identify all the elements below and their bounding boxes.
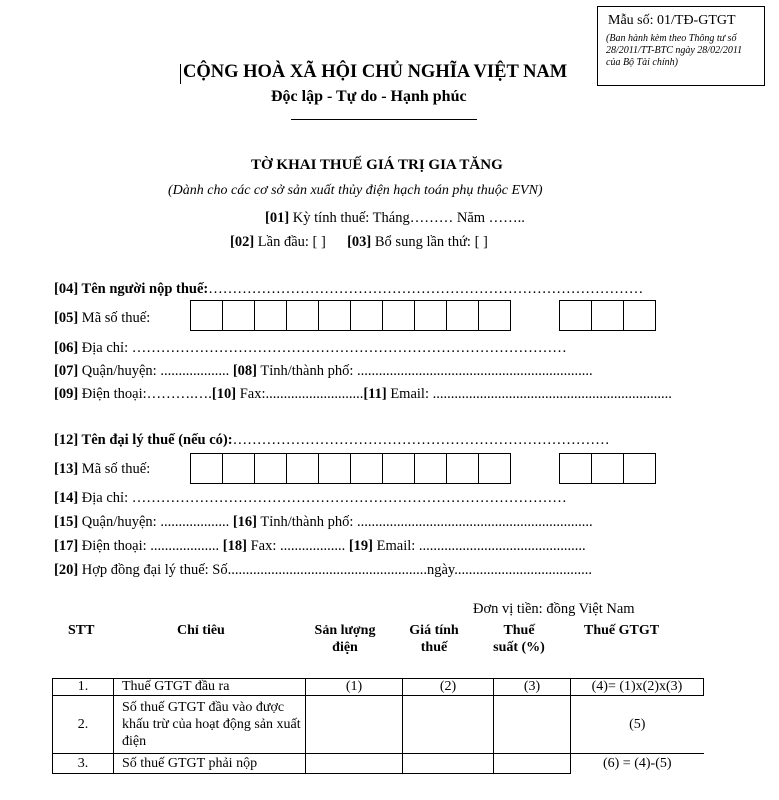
- header-vat: Thuế GTGT: [584, 623, 660, 638]
- taxpayer-fax-field[interactable]: Fax:...........................: [236, 386, 364, 402]
- row-col1[interactable]: [306, 754, 403, 774]
- first-text[interactable]: Lần đầu: [ ]: [254, 234, 326, 250]
- agent-contact-line: [54, 538, 586, 555]
- row-col3: (3): [494, 679, 571, 696]
- agent-tin-code: [13]: [54, 461, 79, 477]
- row-col2[interactable]: [403, 754, 494, 774]
- tin-digit-box[interactable]: [254, 453, 287, 484]
- tin-digit-box[interactable]: [286, 453, 319, 484]
- form-note: (Ban hành kèm theo Thông tư số 28/2011/TT-BTC ngày 28/02/2011 của Bộ Tài chính): [606, 33, 743, 68]
- agent-address-line: [54, 490, 567, 507]
- taxpayer-fax-code: [10]: [211, 386, 237, 402]
- tin-digit-box[interactable]: [350, 300, 383, 331]
- row-label: Thuế GTGT đầu ra: [114, 679, 306, 696]
- currency-unit: Đơn vị tiền: đồng Việt Nam: [473, 601, 635, 617]
- agent-fax-field[interactable]: Fax: ..................: [246, 538, 346, 554]
- taxpayer-phone-code: [09]: [54, 386, 79, 402]
- tin-digit-box[interactable]: [318, 453, 351, 484]
- row-stt: 1.: [53, 679, 114, 696]
- taxpayer-contact-line: [54, 386, 672, 403]
- row-col1: (1): [306, 679, 403, 696]
- taxpayer-province-code: [08]: [232, 363, 257, 379]
- tin-digit-box[interactable]: [591, 453, 624, 484]
- agent-district-field[interactable]: Quận/huyện: ...................: [78, 514, 230, 530]
- tin-digit-box[interactable]: [190, 300, 223, 331]
- header-indicator: Chỉ tiêu: [177, 623, 225, 638]
- agent-fax-code: [18]: [222, 538, 247, 554]
- taxpayer-province-field[interactable]: Tỉnh/thành phố: .................................................................: [257, 363, 593, 379]
- agent-province-field[interactable]: Tỉnh/thành phố: .................................................................: [257, 514, 593, 530]
- row-col3[interactable]: [494, 696, 571, 754]
- taxpayer-address-field[interactable]: Địa chỉ: ………………………………………………………………………………: [78, 340, 567, 356]
- agent-address-field[interactable]: Địa chỉ: ………………………………………………………………………………: [78, 490, 567, 506]
- taxpayer-district-code: [07]: [54, 363, 79, 379]
- table-row: [53, 679, 704, 696]
- agent-address-code: [14]: [54, 490, 79, 506]
- agent-contract-line: [54, 562, 592, 579]
- agent-tin-boxes-main[interactable]: [190, 453, 511, 484]
- taxpayer-district-field[interactable]: Quận/huyện: ...................: [78, 363, 230, 379]
- table-row: [53, 754, 704, 774]
- form-number: Mẫu số: 01/TĐ-GTGT: [608, 13, 736, 28]
- tin-digit-box[interactable]: [559, 453, 592, 484]
- agent-tin-line: [54, 461, 150, 478]
- header-stt: STT: [68, 623, 95, 638]
- agent-phone-code: [17]: [54, 538, 79, 554]
- row-col3[interactable]: [494, 754, 571, 774]
- tin-digit-box[interactable]: [559, 300, 592, 331]
- tin-digit-box[interactable]: [478, 453, 511, 484]
- agent-contract-code: [20]: [54, 562, 79, 578]
- tin-digit-box[interactable]: [623, 453, 656, 484]
- period-code: [01]: [265, 210, 290, 226]
- header-volume: Sản lượng điện: [314, 623, 376, 655]
- taxpayer-tin-boxes-branch[interactable]: [559, 300, 656, 331]
- header-rate: Thuế suất (%): [493, 623, 545, 655]
- vat-table: [52, 678, 704, 774]
- row-label: Số thuế GTGT đầu vào được khấu trừ của hoạt động sản xuất điện: [114, 696, 306, 754]
- tin-digit-box[interactable]: [414, 453, 447, 484]
- taxpayer-tin-line: [54, 310, 150, 327]
- declaration-type-line: [230, 234, 488, 251]
- supp-text[interactable]: Bổ sung lần thứ: [ ]: [371, 234, 488, 250]
- row-label: Số thuế GTGT phải nộp: [114, 754, 306, 774]
- taxpayer-email-code: [11]: [363, 386, 387, 402]
- taxpayer-name-line: [54, 281, 643, 298]
- country-heading: CỘNG HOÀ XÃ HỘI CHỦ NGHĨA VIỆT NAM: [183, 62, 568, 82]
- taxpayer-name-label: [04] Tên người nộp thuế:: [54, 281, 209, 297]
- row-stt: 3.: [53, 754, 114, 774]
- taxpayer-tin-label: Mã số thuế:: [78, 310, 151, 326]
- agent-name-field[interactable]: ……………………………………………………………………: [232, 432, 610, 448]
- taxpayer-address-code: [06]: [54, 340, 79, 356]
- period-line: [265, 210, 525, 227]
- agent-name-line: [54, 432, 610, 449]
- agent-name-label: [12] Tên đại lý thuế (nếu có):: [54, 432, 233, 448]
- taxpayer-address-line: [54, 340, 567, 357]
- tin-digit-box[interactable]: [446, 300, 479, 331]
- form-number-box: [597, 6, 765, 86]
- agent-phone-field[interactable]: Điện thoại: ...................: [78, 538, 220, 554]
- tin-digit-box[interactable]: [382, 453, 415, 484]
- agent-tin-label: Mã số thuế:: [78, 461, 151, 477]
- tin-digit-box[interactable]: [382, 300, 415, 331]
- tin-digit-box[interactable]: [414, 300, 447, 331]
- header-price: Giá tính thuế: [409, 623, 459, 655]
- agent-district-code: [15]: [54, 514, 79, 530]
- tin-digit-box[interactable]: [190, 453, 223, 484]
- taxpayer-tin-code: [05]: [54, 310, 79, 326]
- tin-digit-box[interactable]: [286, 300, 319, 331]
- tin-digit-box[interactable]: [222, 300, 255, 331]
- row-col4: (4)= (1)x(2)x(3): [571, 679, 704, 696]
- heading-rule: [291, 119, 477, 120]
- taxpayer-phone-field[interactable]: Điện thoại:……….….: [78, 386, 212, 402]
- agent-contract-field[interactable]: Hợp đồng đại lý thuế: Số.......................................................ngày......................................: [78, 562, 592, 578]
- tin-digit-box[interactable]: [222, 453, 255, 484]
- taxpayer-email-field[interactable]: Email: ..................................................................: [386, 386, 672, 402]
- row-col1[interactable]: [306, 696, 403, 754]
- tin-digit-box[interactable]: [350, 453, 383, 484]
- row-col2[interactable]: [403, 696, 494, 754]
- taxpayer-district-line: [54, 363, 593, 380]
- period-text: Kỳ tính thuế: Tháng……… Năm ……..: [289, 210, 525, 226]
- supp-code: [03]: [347, 234, 372, 250]
- tin-digit-box[interactable]: [318, 300, 351, 331]
- agent-province-code: [16]: [232, 514, 257, 530]
- motto: Độc lập - Tự do - Hạnh phúc: [271, 88, 467, 105]
- tin-digit-box[interactable]: [591, 300, 624, 331]
- row-stt: 2.: [53, 696, 114, 754]
- tin-digit-box[interactable]: [254, 300, 287, 331]
- agent-email-field[interactable]: Email: ..............................................: [373, 538, 586, 554]
- row-col4: (5): [571, 696, 704, 754]
- doc-title: TỜ KHAI THUẾ GIÁ TRỊ GIA TĂNG: [251, 157, 503, 173]
- row-col4: (6) = (4)-(5): [602, 755, 672, 771]
- row-col2: (2): [403, 679, 494, 696]
- first-code: [02]: [230, 234, 255, 250]
- table-row: [53, 696, 704, 754]
- text-cursor: [180, 64, 181, 84]
- tin-digit-box[interactable]: [478, 300, 511, 331]
- tin-digit-box[interactable]: [623, 300, 656, 331]
- agent-tin-boxes-branch[interactable]: [559, 453, 656, 484]
- taxpayer-tin-boxes-main[interactable]: [190, 300, 511, 331]
- agent-email-code: [19]: [348, 538, 374, 554]
- agent-district-line: [54, 514, 593, 531]
- taxpayer-name-field[interactable]: ………………………………………………………………………………: [208, 281, 644, 297]
- tin-digit-box[interactable]: [446, 453, 479, 484]
- doc-subtitle: (Dành cho các cơ sở sản xuất thủy điện hạch toán phụ thuộc EVN): [168, 183, 543, 198]
